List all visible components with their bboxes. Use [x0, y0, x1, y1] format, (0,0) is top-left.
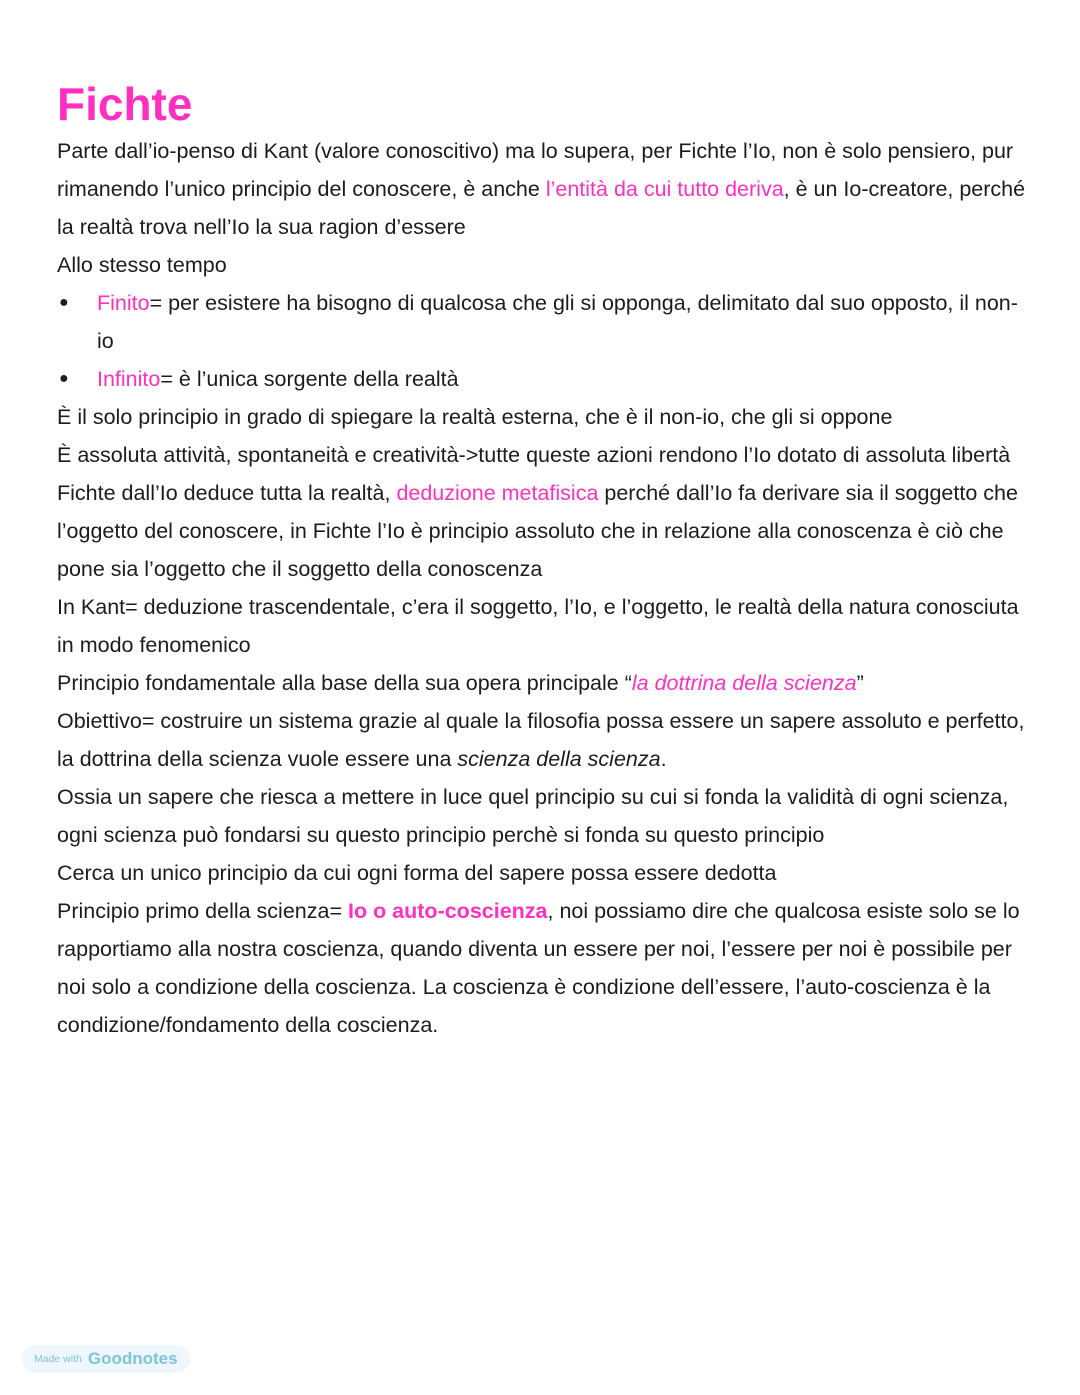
- paragraph-deduzione: [57, 474, 1032, 588]
- goodnotes-logo: Goodnotes: [87, 1349, 178, 1368]
- highlight-text: l’entità da cui tutto deriva: [545, 177, 784, 201]
- paragraph-text: perché dall’Io fa derivare sia il soggetto che l’oggetto del conoscere, in Fichte l’Io è principio assoluto che in relazione alla conoscenza è ciò che pone sia l’oggetto che il soggetto della conoscenza: [57, 481, 1018, 581]
- bullet-icon: ●: [59, 370, 69, 387]
- paragraph-text: .: [660, 747, 667, 771]
- paragraph-text: Principio primo della scienza=: [57, 899, 348, 923]
- paragraph-allo-stesso-tempo: Allo stesso tempo: [57, 253, 227, 277]
- paragraph-ossia: Ossia un sapere che riesca a mettere in luce quel principio su cui si fonda la validità di ogni scienza, ogni scienza può fondarsi su questo principio perchè si fonda su questo principio: [57, 785, 1009, 847]
- bullet-term: Finito: [97, 291, 150, 315]
- list-item: [57, 360, 1032, 398]
- list-item: [57, 284, 1032, 360]
- page-title: Fichte: [57, 78, 193, 130]
- paragraph-solo-principio: È il solo principio in grado di spiegare la realtà esterna, che è il non-io, che gli si oppone: [57, 405, 893, 429]
- paragraph-text: , noi possiamo dire che qualcosa esiste solo se lo rapportiamo alla nostra coscienza, quando diventa un essere per noi, l’essere per noi è possibile per noi solo a condizione della coscienza. La coscienza è condizione dell’essere, l’auto-coscienza è la condizione/fondamento della coscienza.: [57, 899, 1020, 1037]
- paragraph-text: Principio fondamentale alla base della sua opera principale “: [57, 671, 632, 695]
- bullet-text: = è l’unica sorgente della realtà: [160, 367, 459, 391]
- highlight-text: Io o auto-coscienza: [348, 899, 548, 923]
- highlight-text: deduzione metafisica: [396, 481, 599, 505]
- paragraph-kant: In Kant= deduzione trascendentale, c’era il soggetto, l’Io, e l’oggetto, le realtà della natura conosciuta in modo fenomenico: [57, 595, 1019, 657]
- paragraph-principio-primo: [57, 892, 1032, 1044]
- bullet-term: Infinito: [97, 367, 161, 391]
- paragraph-assoluta-attivita: È assoluta attività, spontaneità e creatività->tutte queste azioni rendono l’Io dotato di assoluta libertà: [57, 443, 1011, 467]
- highlight-text: la dottrina della scienza: [631, 671, 857, 695]
- paragraph-obiettivo: [57, 702, 1032, 778]
- paragraph-text: ”: [856, 671, 864, 695]
- paragraph-text: Fichte dall’Io deduce tutta la realtà,: [57, 481, 397, 505]
- bullet-list: [57, 284, 1032, 398]
- paragraph-text: , è un Io-creatore, perché la realtà trova nell’Io la sua ragion d’essere: [57, 177, 1026, 239]
- paragraph-principio-fondamentale: [57, 664, 1032, 702]
- paragraph-text: Obiettivo= costruire un sistema grazie al quale la filosofia possa essere un sapere assoluto e perfetto, la dottrina della scienza vuole essere una: [57, 709, 1025, 771]
- bullet-text: = per esistere ha bisogno di qualcosa che gli si opponga, delimitato dal suo opposto, il non-io: [97, 291, 1018, 353]
- paragraph-text: Parte dall’io-penso di Kant (valore conoscitivo) ma lo supera, per Fichte l’Io, non è solo pensiero, pur rimanendo l’unico principio del conoscere, è anche: [57, 139, 1014, 201]
- paragraph-io-penso: [57, 132, 1032, 246]
- note-page: [57, 78, 1032, 1044]
- paragraph-cerca: Cerca un unico principio da cui ogni forma del sapere possa essere dedotta: [57, 861, 777, 885]
- goodnotes-badge: [22, 1345, 190, 1373]
- badge-made-with: Made with: [34, 1353, 82, 1365]
- italic-text: scienza della scienza: [457, 747, 661, 771]
- bullet-icon: ●: [59, 294, 69, 311]
